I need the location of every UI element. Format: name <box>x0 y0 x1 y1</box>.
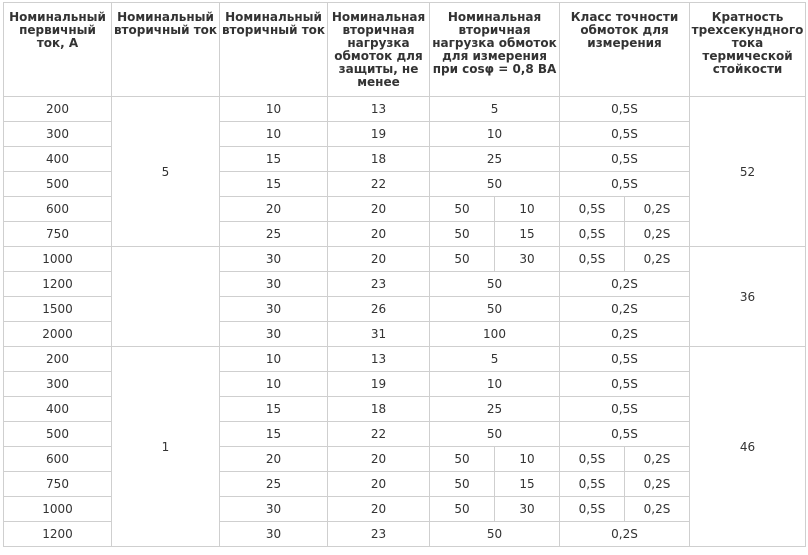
accuracy-class-cell: 0,2S <box>625 222 690 247</box>
header-secondary-current-2: Номинальный вторичный ток <box>220 3 328 97</box>
secondary-current-cell: 10 <box>220 122 328 147</box>
accuracy-class-cell: 0,5S <box>560 172 690 197</box>
accuracy-class-cell: 0,5S <box>560 422 690 447</box>
accuracy-class-cell: 0,5S <box>560 472 625 497</box>
primary-current-cell: 1000 <box>4 247 112 272</box>
secondary-current-cell: 20 <box>220 447 328 472</box>
primary-current-cell: 300 <box>4 372 112 397</box>
secondary-current-cell: 30 <box>220 322 328 347</box>
accuracy-class-cell: 0,2S <box>625 447 690 472</box>
primary-current-cell: 400 <box>4 147 112 172</box>
protection-load-cell: 18 <box>328 397 430 422</box>
secondary-current-cell: 30 <box>220 497 328 522</box>
accuracy-class-cell: 0,5S <box>560 147 690 172</box>
primary-current-cell: 2000 <box>4 322 112 347</box>
secondary-current-group-cell: 5 <box>112 97 220 247</box>
protection-load-cell: 13 <box>328 97 430 122</box>
accuracy-class-cell: 0,2S <box>560 322 690 347</box>
primary-current-cell: 200 <box>4 347 112 372</box>
primary-current-cell: 1500 <box>4 297 112 322</box>
table-row <box>4 347 806 372</box>
protection-load-cell: 18 <box>328 147 430 172</box>
primary-current-cell: 750 <box>4 222 112 247</box>
secondary-current-cell: 15 <box>220 147 328 172</box>
secondary-current-cell: 10 <box>220 97 328 122</box>
protection-load-cell: 26 <box>328 297 430 322</box>
measurement-load-cell: 50 <box>430 422 560 447</box>
table-row <box>4 97 806 122</box>
secondary-current-cell: 30 <box>220 272 328 297</box>
protection-load-cell: 13 <box>328 347 430 372</box>
secondary-current-cell: 30 <box>220 297 328 322</box>
measurement-load-cell: 50 <box>430 222 495 247</box>
secondary-current-cell: 15 <box>220 422 328 447</box>
secondary-current-cell: 25 <box>220 222 328 247</box>
measurement-load-cell: 50 <box>430 497 495 522</box>
measurement-load-cell: 50 <box>430 172 560 197</box>
protection-load-cell: 20 <box>328 497 430 522</box>
measurement-load-cell: 50 <box>430 297 560 322</box>
accuracy-class-cell: 0,5S <box>560 247 625 272</box>
header-measurement-load: Номинальная вторичная нагрузка обмоток для измерения при cosφ = 0,8 ВА <box>430 3 560 97</box>
measurement-load-cell: 50 <box>430 197 495 222</box>
accuracy-class-cell: 0,2S <box>560 522 690 547</box>
measurement-load-cell: 10 <box>430 372 560 397</box>
primary-current-cell: 600 <box>4 197 112 222</box>
secondary-current-cell: 30 <box>220 247 328 272</box>
accuracy-class-cell: 0,5S <box>560 497 625 522</box>
accuracy-class-cell: 0,2S <box>625 247 690 272</box>
measurement-load-cell: 50 <box>430 447 495 472</box>
secondary-current-cell: 30 <box>220 522 328 547</box>
measurement-load-cell: 10 <box>495 447 560 472</box>
secondary-current-cell: 20 <box>220 197 328 222</box>
accuracy-class-cell: 0,2S <box>625 497 690 522</box>
protection-load-cell: 22 <box>328 172 430 197</box>
protection-load-cell: 20 <box>328 447 430 472</box>
secondary-current-cell: 25 <box>220 472 328 497</box>
header-thermal-ratio: Кратность трехсекундного тока термической стойкости <box>690 3 806 97</box>
protection-load-cell: 20 <box>328 197 430 222</box>
protection-load-cell: 19 <box>328 122 430 147</box>
table-row <box>4 247 806 272</box>
primary-current-cell: 400 <box>4 397 112 422</box>
primary-current-cell: 1200 <box>4 272 112 297</box>
measurement-load-cell: 25 <box>430 397 560 422</box>
measurement-load-cell: 50 <box>430 247 495 272</box>
primary-current-cell: 200 <box>4 97 112 122</box>
measurement-load-cell: 50 <box>430 272 560 297</box>
secondary-current-cell: 15 <box>220 397 328 422</box>
measurement-load-cell: 50 <box>430 522 560 547</box>
accuracy-class-cell: 0,5S <box>560 222 625 247</box>
secondary-current-cell: 10 <box>220 372 328 397</box>
measurement-load-cell: 100 <box>430 322 560 347</box>
protection-load-cell: 20 <box>328 472 430 497</box>
protection-load-cell: 22 <box>328 422 430 447</box>
primary-current-cell: 500 <box>4 422 112 447</box>
thermal-ratio-cell: 36 <box>690 247 806 347</box>
measurement-load-cell: 10 <box>430 122 560 147</box>
header-row <box>4 3 806 97</box>
primary-current-cell: 1000 <box>4 497 112 522</box>
protection-load-cell: 31 <box>328 322 430 347</box>
header-primary-current: Номинальный первичный ток, А <box>4 3 112 97</box>
accuracy-class-cell: 0,5S <box>560 447 625 472</box>
secondary-current-cell: 15 <box>220 172 328 197</box>
thermal-ratio-cell: 46 <box>690 347 806 547</box>
accuracy-class-cell: 0,2S <box>560 297 690 322</box>
measurement-load-cell: 5 <box>430 347 560 372</box>
protection-load-cell: 23 <box>328 522 430 547</box>
accuracy-class-cell: 0,5S <box>560 347 690 372</box>
measurement-load-cell: 5 <box>430 97 560 122</box>
secondary-current-group-cell <box>112 247 220 347</box>
accuracy-class-cell: 0,5S <box>560 122 690 147</box>
accuracy-class-cell: 0,2S <box>625 197 690 222</box>
primary-current-cell: 1200 <box>4 522 112 547</box>
protection-load-cell: 19 <box>328 372 430 397</box>
specs-table <box>3 2 806 547</box>
thermal-ratio-cell: 52 <box>690 97 806 247</box>
protection-load-cell: 20 <box>328 222 430 247</box>
primary-current-cell: 500 <box>4 172 112 197</box>
accuracy-class-cell: 0,5S <box>560 97 690 122</box>
accuracy-class-cell: 0,5S <box>560 397 690 422</box>
primary-current-cell: 300 <box>4 122 112 147</box>
measurement-load-cell: 50 <box>430 472 495 497</box>
header-protection-load: Номинальная вторичная нагрузка обмоток для защиты, не менее <box>328 3 430 97</box>
secondary-current-cell: 10 <box>220 347 328 372</box>
accuracy-class-cell: 0,5S <box>560 197 625 222</box>
primary-current-cell: 600 <box>4 447 112 472</box>
header-secondary-current: Номинальный вторичный ток <box>112 3 220 97</box>
accuracy-class-cell: 0,2S <box>560 272 690 297</box>
protection-load-cell: 20 <box>328 247 430 272</box>
primary-current-cell: 750 <box>4 472 112 497</box>
secondary-current-group-cell: 1 <box>112 347 220 547</box>
accuracy-class-cell: 0,5S <box>560 372 690 397</box>
measurement-load-cell: 10 <box>495 197 560 222</box>
measurement-load-cell: 30 <box>495 247 560 272</box>
protection-load-cell: 23 <box>328 272 430 297</box>
accuracy-class-cell: 0,2S <box>625 472 690 497</box>
measurement-load-cell: 30 <box>495 497 560 522</box>
measurement-load-cell: 25 <box>430 147 560 172</box>
header-accuracy-class: Класс точности обмоток для измерения <box>560 3 690 97</box>
measurement-load-cell: 15 <box>495 472 560 497</box>
measurement-load-cell: 15 <box>495 222 560 247</box>
